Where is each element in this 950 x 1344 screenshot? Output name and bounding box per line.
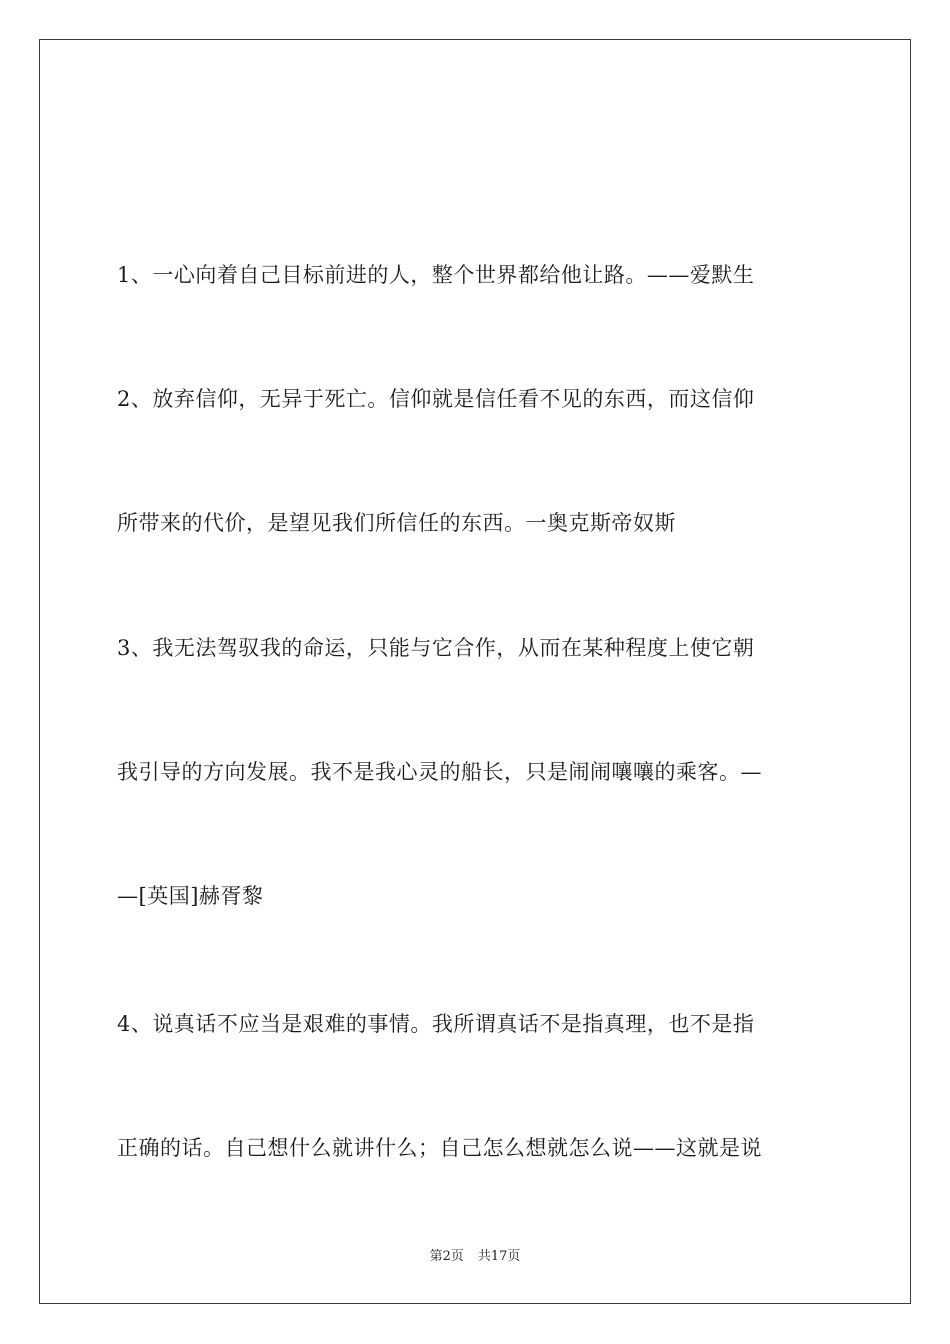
text-line-7: 4、说真话不应当是艰难的事情。我所谓真话不是指真理，也不是指: [117, 1012, 755, 1036]
text-line-3: 所带来的代价，是望见我们所信任的东西。一奥克斯帝奴斯: [117, 511, 676, 535]
text-line-6: —[英国]赫胥黎: [117, 884, 264, 908]
page-number: 第2页: [429, 1249, 464, 1264]
text-line-8: 正确的话。自己想什么就讲什么；自己怎么想就怎么说——这就是说: [117, 1136, 762, 1160]
page-footer: [0, 1248, 950, 1266]
text-line-1: 1、一心向着自己目标前进的人，整个世界都给他让路。——爱默生: [117, 263, 755, 287]
page-total: 共17页: [477, 1249, 521, 1264]
text-line-5: 我引导的方向发展。我不是我心灵的船长，只是闹闹嚷嚷的乘客。—: [117, 760, 762, 784]
text-line-4: 3、我无法驾驭我的命运，只能与它合作，从而在某种程度上使它朝: [117, 636, 755, 660]
text-line-2: 2、放弃信仰，无异于死亡。信仰就是信任看不见的东西，而这信仰: [117, 387, 755, 411]
page-border: [39, 39, 911, 1304]
